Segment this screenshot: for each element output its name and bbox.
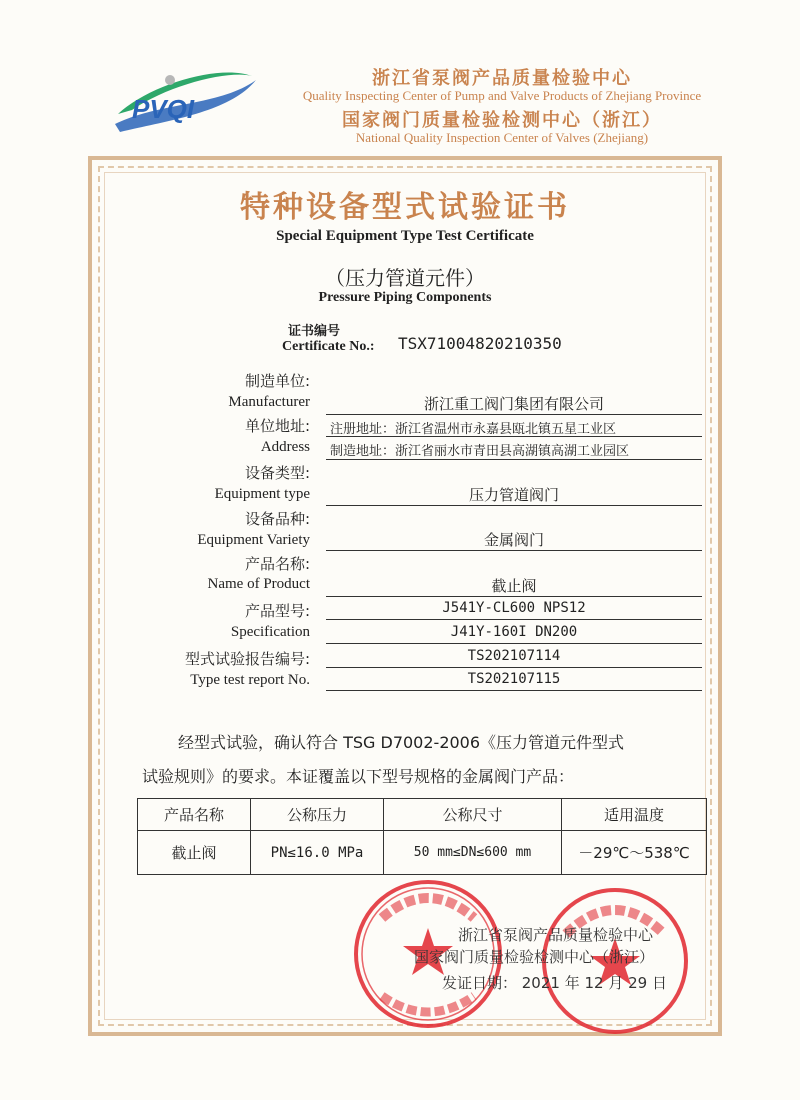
product-name-underline xyxy=(326,596,702,597)
report-number-label-cn: 型式试验报告编号: xyxy=(184,650,310,668)
equipment-variety-label-en: Equipment Variety xyxy=(197,532,310,548)
table-header-cell: 公称尺寸 xyxy=(384,799,562,831)
specification-label-cn: 产品型号: xyxy=(244,602,310,620)
table-header-cell: 适用温度 xyxy=(562,799,707,831)
table-cell: 截止阀 xyxy=(138,831,251,875)
issuer-name-1: 浙江省泵阀产品质量检验中心 xyxy=(458,926,654,944)
specification-underline-2 xyxy=(326,643,702,644)
statement-line-2: 试验规则》的要求。本证覆盖以下型号规格的金属阀门产品： xyxy=(142,767,575,786)
address-underline-2 xyxy=(326,459,702,460)
report-number-label-en: Type test report No. xyxy=(190,672,310,688)
table-cell: 50 mm≤DN≤600 mm xyxy=(384,831,562,875)
specification-value-1: J541Y-CL600 NPS12 xyxy=(442,600,586,616)
manufacturer-label-cn: 制造单位: xyxy=(244,372,310,390)
address-label-en: Address xyxy=(260,439,310,455)
product-name-label-cn: 产品名称: xyxy=(244,555,310,573)
address-label-cn: 单位地址: xyxy=(244,417,310,435)
certificate-title-cn: 特种设备型式试验证书 xyxy=(240,190,570,225)
statement-line-1: 经型式试验，确认符合 TSG D7002-2006《压力管道元件型式 xyxy=(178,733,625,752)
certificate-subtitle-cn: （压力管道元件） xyxy=(325,266,485,290)
report-number-underline-2 xyxy=(326,690,702,691)
report-number-value-2: TS202107115 xyxy=(467,671,561,687)
table-header-row xyxy=(138,799,707,831)
manufacturer-label-en: Manufacturer xyxy=(228,394,310,410)
equipment-type-value: 压力管道阀门 xyxy=(468,486,559,504)
table-header-cell: 公称压力 xyxy=(251,799,384,831)
specification-underline-1 xyxy=(326,619,702,620)
equipment-variety-value: 金属阀门 xyxy=(483,531,544,549)
org1-name-en: Quality Inspecting Center of Pump and Valve Products of Zhejiang Province xyxy=(302,88,702,103)
product-spec-table xyxy=(137,798,707,875)
equipment-type-underline xyxy=(326,505,702,506)
issuer-name-2: 国家阀门质量检验检测中心（浙江） xyxy=(414,948,655,966)
report-number-value-1: TS202107114 xyxy=(467,648,561,664)
product-name-value: 截止阀 xyxy=(491,577,537,595)
certificate-number-label-cn: 证书编号 xyxy=(288,324,341,339)
certificate-number-label-en: Certificate No.: xyxy=(282,339,375,354)
address-registered: 注册地址：浙江省温州市永嘉县瓯北镇五星工业区 xyxy=(330,422,617,437)
certificate-number: TSX71004820210350 xyxy=(398,334,562,353)
manufacturer-underline xyxy=(326,414,702,415)
equipment-variety-label-cn: 设备品种: xyxy=(244,510,310,528)
table-row xyxy=(138,831,707,875)
report-number-underline-1 xyxy=(326,667,702,668)
certificate-title-en: Special Equipment Type Test Certificate xyxy=(276,228,534,244)
specification-label-en: Specification xyxy=(230,624,310,640)
org1-name-cn: 浙江省泵阀产品质量检验中心 xyxy=(372,68,632,89)
address-underline-1 xyxy=(326,436,702,437)
issue-date: 发证日期： 2021 年 12 月 29 日 xyxy=(442,974,667,992)
logo-text: PVQI xyxy=(132,94,195,124)
table-cell: PN≤16.0 MPa xyxy=(251,831,384,875)
equipment-variety-underline xyxy=(326,550,702,551)
product-name-label-en: Name of Product xyxy=(207,576,310,592)
org2-name-en: National Quality Inspection Center of Valves (Zhejiang) xyxy=(355,130,649,145)
equipment-type-label-en: Equipment type xyxy=(214,486,310,502)
table-header-cell: 产品名称 xyxy=(138,799,251,831)
address-production: 制造地址：浙江省丽水市青田县高湖镇高湖工业园区 xyxy=(330,444,630,459)
pvqi-logo xyxy=(110,62,260,142)
certificate-subtitle-en: Pressure Piping Components xyxy=(318,290,492,305)
org2-name-cn: 国家阀门质量检验检测中心（浙江） xyxy=(342,110,662,131)
manufacturer-value: 浙江重工阀门集团有限公司 xyxy=(423,395,604,413)
table-cell: －29℃～538℃ xyxy=(562,831,707,875)
specification-value-2: J41Y-160I DN200 xyxy=(450,624,578,640)
equipment-type-label-cn: 设备类型: xyxy=(244,464,310,482)
